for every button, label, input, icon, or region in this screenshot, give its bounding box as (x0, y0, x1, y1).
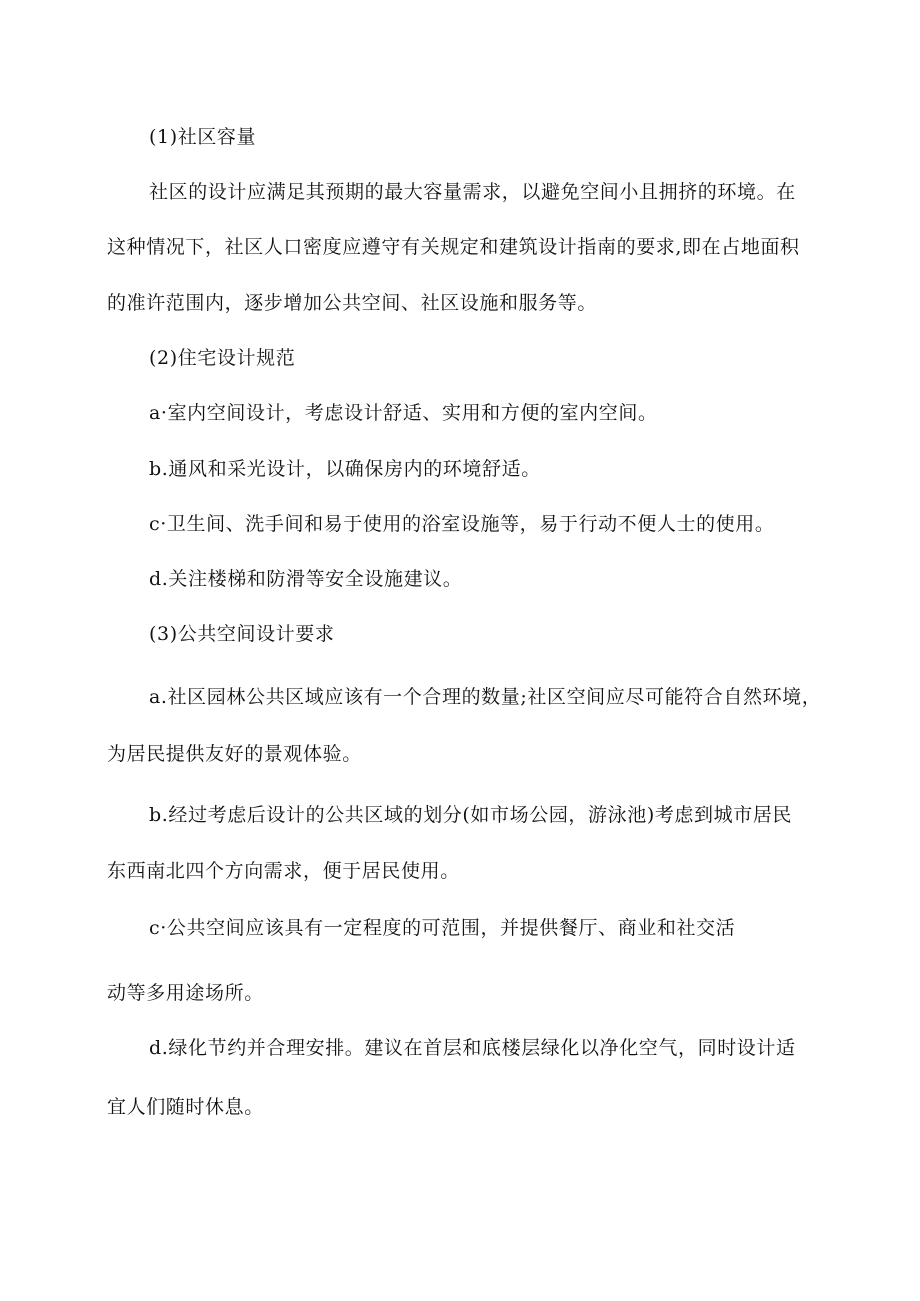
list-item: b.通风和采光设计，以确保房内的环境舒适。 (149, 458, 541, 480)
section-heading-public-space: (3)公共空间设计要求 (149, 623, 335, 645)
list-item: c·公共空间应该具有一定程度的可范围，并提供餐厅、商业和社交活 (149, 917, 736, 939)
list-item: b.经过考虑后设计的公共区域的划分(如市场公园，游泳池)考虑到城市居民 (149, 804, 793, 826)
list-item-continuation: 动等多用途场所。 (107, 982, 264, 1004)
list-item: d.绿化节约并合理安排。建议在首层和底楼层绿化以净化空气，同时设计适 (149, 1037, 796, 1059)
list-item: d.关注楼梯和防滑等安全设施建议。 (149, 568, 463, 590)
list-item-continuation: 为居民提供友好的景观体验。 (107, 743, 362, 765)
list-item: c·卫生间、洗手间和易于使用的浴室设施等，易于行动不便人士的使用。 (149, 513, 775, 535)
section-heading-community-capacity: (1)社区容量 (149, 126, 257, 148)
list-item: a.社区园林公共区域应该有一个合理的数量;社区空间应尽可能符合自然环境， (149, 686, 822, 708)
paragraph-line: 社区的设计应满足其预期的最大容量需求，以避免空间小且拥挤的环境。在 (149, 181, 796, 203)
list-item-continuation: 宜人们随时休息。 (107, 1096, 264, 1118)
paragraph-line: 这种情况下，社区人口密度应遵守有关规定和建筑设计指南的要求,即在占地面积 (107, 236, 800, 258)
section-heading-residential-design: (2)住宅设计规范 (149, 347, 296, 369)
list-item: a·室内空间设计，考虑设计舒适、实用和方便的室内空间。 (149, 402, 658, 424)
paragraph-line: 的准许范围内，逐步增加公共空间、社区设施和服务等。 (107, 292, 598, 314)
list-item-continuation: 东西南北四个方向需求，便于居民使用。 (107, 860, 460, 882)
